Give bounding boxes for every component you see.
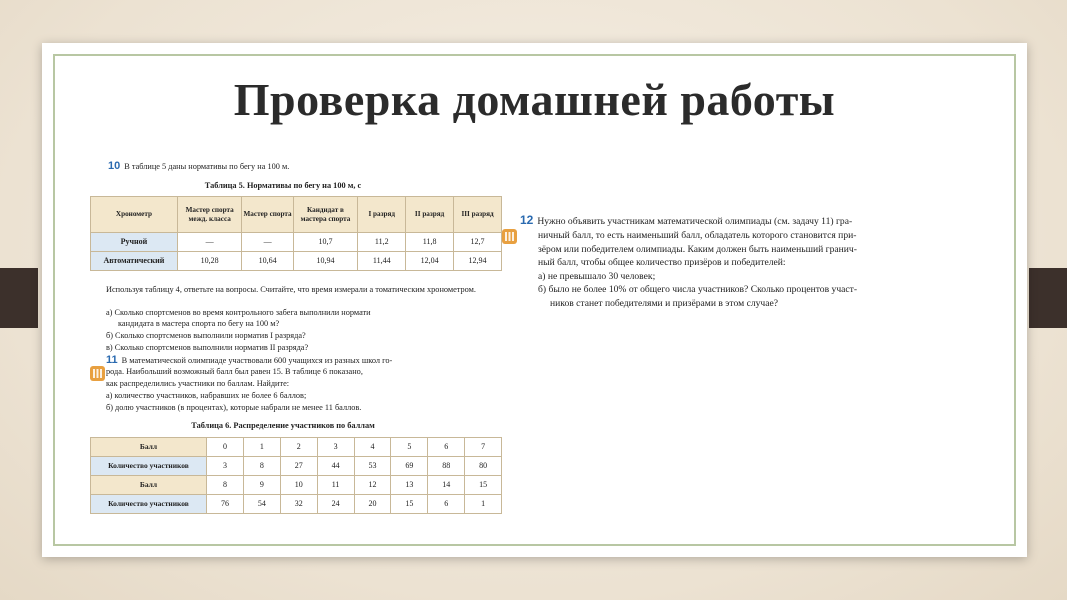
table-row [91, 438, 502, 457]
table6-cell: 3 [207, 457, 244, 476]
task10-question: Используя таблицу 4, ответьте на вопросы. Считайте, что время измерали а томатическим хронометром. [106, 285, 476, 294]
table6 [90, 437, 502, 514]
table6-cell: 8 [243, 457, 280, 476]
calculator-icon [502, 229, 517, 244]
task12-item-b: б) было не более 10% от общего числа участников? Сколько процентов участ- [538, 284, 858, 296]
left-side-tab [0, 268, 38, 328]
task11-item-a: а) количество участников, набравших не более 6 баллов; [106, 391, 307, 400]
table5-header: Кандидат в мастера спорта [293, 197, 358, 233]
table6-cell: 44 [317, 457, 354, 476]
table6-cell: 15 [391, 495, 428, 514]
table6-cell: 6 [428, 438, 465, 457]
slide-title: Проверка домашней работы [233, 74, 836, 125]
task12-number: 12 [520, 213, 534, 227]
table6-cell: 8 [207, 476, 244, 495]
table6-cell: 69 [391, 457, 428, 476]
table5-cell: 11,2 [358, 233, 406, 252]
table-row [91, 252, 502, 271]
table6-cell: 53 [354, 457, 391, 476]
table-row [91, 476, 502, 495]
table-row [91, 457, 502, 476]
table5-cell: 12,7 [454, 233, 502, 252]
table5-cell: 12,04 [406, 252, 454, 271]
table6-cell: 1 [243, 438, 280, 457]
task10-item-b: б) Сколько спортсменов выполнили норматив I разряда? [106, 331, 306, 340]
table5-header: Мастер спорта межд. класса [177, 197, 242, 233]
table5-cell: Ручной [91, 233, 178, 252]
table6-cell: 88 [428, 457, 465, 476]
task11-line1: 11 В математической олимпиаде участвовали 600 учащихся из разных школ го- [106, 354, 393, 366]
table6-cell: 5 [391, 438, 428, 457]
task10-item-a: а) Сколько спортсменов во время контрольного забега выполнили нормати [106, 308, 371, 317]
table5-cell: — [177, 233, 242, 252]
table6-cell: 27 [280, 457, 317, 476]
textbook-page [58, 156, 508, 516]
table5-caption: Таблица 5. Нормативы по бегу на 100 м, с [204, 181, 362, 190]
table5-cell: 11,44 [358, 252, 406, 271]
table6-cell: 4 [354, 438, 391, 457]
table6-cell: 12 [354, 476, 391, 495]
table6-cell: 1 [465, 495, 502, 514]
table6-label: Балл [91, 476, 207, 495]
table5-cell: Автоматический [91, 252, 178, 271]
table6-cell: 15 [465, 476, 502, 495]
table6-cell: 10 [280, 476, 317, 495]
table-row [91, 495, 502, 514]
table6-cell: 2 [280, 438, 317, 457]
right-side-tab [1029, 268, 1067, 328]
task11-line2: рода. Наибольший возможный балл был равен 15. В таблице 6 показано, [106, 367, 363, 376]
task12-line2: ничный балл, то есть наименьший балл, обладатель которого становится при- [538, 230, 857, 242]
table5-header: I разряд [358, 197, 406, 233]
table6-cell: 20 [354, 495, 391, 514]
table5-header: III разряд [454, 197, 502, 233]
table6-cell: 76 [207, 495, 244, 514]
task12-text [520, 212, 988, 311]
table6-label: Количество участников [91, 457, 207, 476]
table5-cell: — [242, 233, 293, 252]
table6-cell: 24 [317, 495, 354, 514]
table6-cell: 11 [317, 476, 354, 495]
table5-cell: 12,94 [454, 252, 502, 271]
task10-intro: 10 В таблице 5 даны нормативы по бегу на 100 м. [108, 160, 290, 172]
table6-cell: 0 [207, 438, 244, 457]
task11-line3: как распределились участники по баллам. Найдите: [106, 379, 290, 388]
table5-cell: 10,94 [293, 252, 358, 271]
table5-header: Мастер спорта [242, 197, 293, 233]
table6-cell: 80 [465, 457, 502, 476]
task10-item-c: в) Сколько спортсменов выполнили норматив II разряда? [106, 343, 309, 352]
table5-cell: 10,64 [242, 252, 293, 271]
table6-cell: 3 [317, 438, 354, 457]
table5 [90, 196, 502, 271]
calculator-icon [90, 366, 105, 381]
table6-label: Количество участников [91, 495, 207, 514]
table5-header: Хронометр [91, 197, 178, 233]
task12-line3: зёром или победителем олимпиады. Каким должен быть наименьший гранич- [538, 243, 857, 255]
table6-cell: 7 [465, 438, 502, 457]
table6-cell: 9 [243, 476, 280, 495]
task11-item-b: б) долю участников (в процентах), которые набрали не менее 11 баллов. [106, 403, 362, 412]
table6-label: Балл [91, 438, 207, 457]
table6-cell: 13 [391, 476, 428, 495]
task12-line1: 12 Нужно объявить участникам математической олимпиады (см. задачу 11) гра- [520, 213, 853, 227]
table6-cell: 54 [243, 495, 280, 514]
task12-item-b-cont: ников станет победителями и призёрами в этом случае? [550, 298, 779, 310]
table5-cell: 11,8 [406, 233, 454, 252]
table6-caption: Таблица 6. Распределение участников по баллам [191, 421, 375, 430]
table5-cell: 10,28 [177, 252, 242, 271]
task10-number: 10 [108, 160, 121, 172]
task11-number: 11 [106, 354, 118, 366]
table5-cell: 10,7 [293, 233, 358, 252]
table6-cell: 14 [428, 476, 465, 495]
task12-line4: ный балл, чтобы общее количество призёров и победителей: [538, 257, 786, 269]
table5-header: II разряд [406, 197, 454, 233]
table6-cell: 32 [280, 495, 317, 514]
task12-item-a: а) не превышало 30 человек; [538, 270, 656, 282]
task10-item-a-cont: кандидата в мастера спорта по бегу на 100 м? [118, 319, 280, 328]
table-row [91, 233, 502, 252]
table6-cell: 6 [428, 495, 465, 514]
